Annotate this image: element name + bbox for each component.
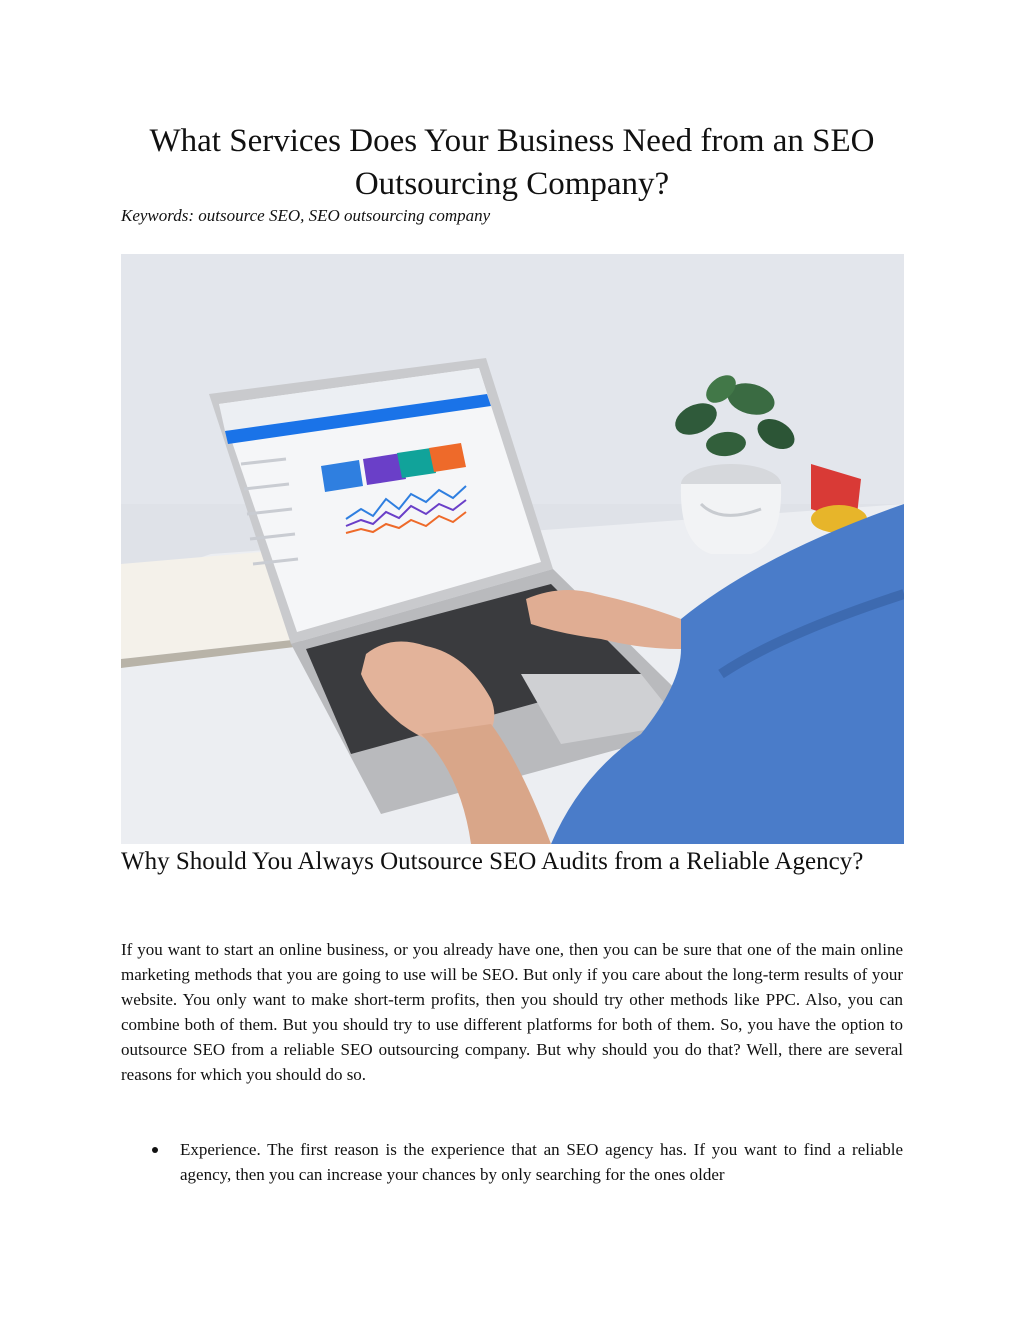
bullet-list xyxy=(121,1137,903,1187)
laptop-photo-illustration xyxy=(121,254,904,844)
bullet-icon xyxy=(152,1147,158,1153)
laptop-photo xyxy=(121,254,904,844)
list-item xyxy=(121,1137,903,1187)
keywords-line: Keywords: outsource SEO, SEO outsourcing company xyxy=(121,206,491,225)
section-heading: Why Should You Always Outsource SEO Audits from a Reliable Agency? xyxy=(121,848,864,875)
bullet-text: Experience. The first reason is the experience that an SEO agency has. If you want to find a reliable agency, then you can increase your chances by only searching for the ones older xyxy=(180,1140,903,1184)
body-paragraph: If you want to start an online business, or you already have one, then you can be sure that one of the main online marketing methods that you are going to use will be SEO. But only if you care about the long-term results of your website. You only want to make short-term profits, then you should try other methods like PPC. Also, you can combine both of them. But you should try to use different platforms for both of them. So, you have the option to outsource SEO from a reliable SEO outsourcing company. But why should you do that? Well, there are several reasons for which you should do so. xyxy=(121,940,903,1084)
document-title: What Services Does Your Business Need from an SEO Outsourcing Company? xyxy=(149,123,875,202)
